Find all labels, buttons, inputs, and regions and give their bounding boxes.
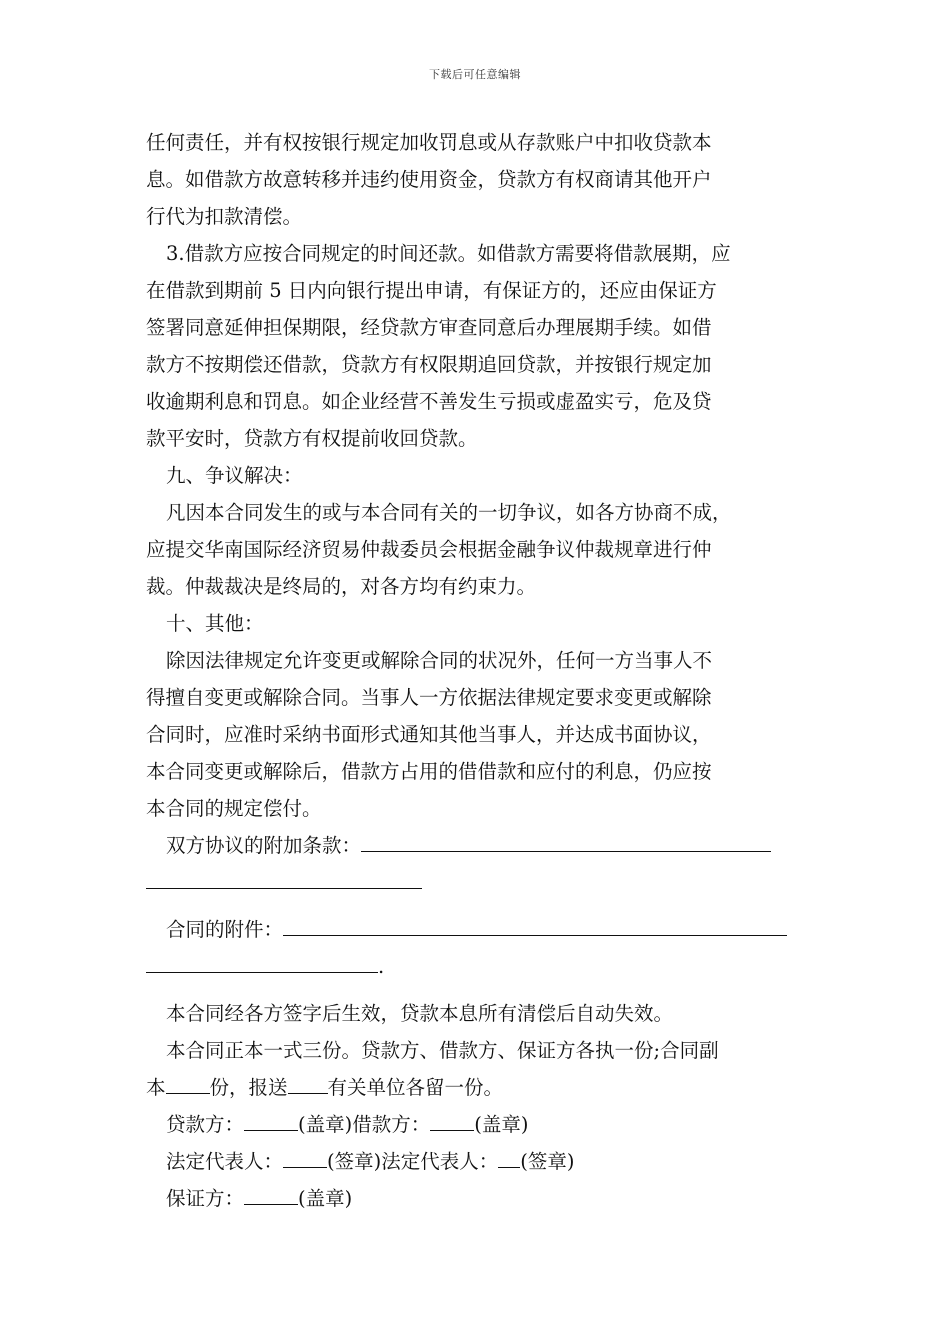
paragraph-line: 本合同的规定偿付。 (146, 797, 322, 820)
attachments-continuation (146, 948, 822, 985)
attachments-blank (283, 915, 787, 936)
copies-count-blank (166, 1073, 210, 1094)
borrower-blank (430, 1110, 474, 1131)
rep2-blank (498, 1147, 520, 1168)
copies-report-blank (288, 1073, 328, 1094)
signature-lender-row (146, 1106, 822, 1143)
paragraph-line: 3.借款方应按合同规定的时间还款。如借款方需要将借款展期，应 (166, 242, 731, 265)
paragraph-line: 签署同意延伸担保期限，经贷款方审查同意后办理展期手续。如借 (146, 316, 712, 339)
attachments-blank-2 (146, 952, 378, 973)
borrower-seal: (盖章) (474, 1113, 529, 1136)
extra-terms-blank (361, 831, 771, 852)
contract-body (146, 124, 822, 1217)
copies-text: 有关单位各留一份。 (327, 1076, 504, 1099)
section-heading-other: 十、其他： (166, 612, 264, 635)
rep1-blank (283, 1147, 327, 1168)
rep1-sign: (签章)法定代表人： (327, 1150, 499, 1173)
paragraph-line: 本合同变更或解除后，借款方占用的借借款和应付的利息，仍应按 (146, 760, 712, 783)
guarantor-blank (244, 1184, 298, 1205)
paragraph-line: 合同时，应准时采纳书面形式通知其他当事人，并达成书面协议， (146, 723, 712, 746)
paragraph-line: 款方不按期偿还借款，贷款方有权限期追回贷款，并按银行规定加 (146, 353, 712, 376)
paragraph-line: 应提交华南国际经济贸易仲裁委员会根据金融争议仲裁规章进行仲 (146, 538, 712, 561)
paragraph-line: 裁。仲裁裁决是终局的，对各方均有约束力。 (146, 575, 537, 598)
copies-clause-line-2 (146, 1069, 822, 1106)
copies-text: 份，报送 (209, 1076, 288, 1099)
extra-terms-blank-2 (146, 868, 422, 889)
paragraph-line: 任何责任，并有权按银行规定加收罚息或从存款账户中扣收贷款本 (146, 131, 712, 154)
attachments-row (146, 911, 822, 948)
rep1-label: 法定代表人： (166, 1150, 284, 1173)
lender-label: 贷款方： (166, 1113, 245, 1136)
paragraph-line: 除因法律规定允许变更或解除合同的状况外，任何一方当事人不 (166, 649, 713, 672)
paragraph-line: 得擅自变更或解除合同。当事人一方依据法律规定要求变更或解除 (146, 686, 712, 709)
extra-terms-row (146, 827, 822, 864)
lender-seal: (盖章)借款方： (298, 1113, 431, 1136)
attachments-label: 合同的附件： (166, 918, 284, 941)
lender-blank (244, 1110, 298, 1131)
guarantor-seal: (盖章) (298, 1187, 353, 1210)
attachments-period: . (378, 955, 385, 978)
guarantor-label: 保证方： (166, 1187, 245, 1210)
copies-clause-line: 本合同正本一式三份。贷款方、借款方、保证方各执一份;合同副 (166, 1039, 719, 1062)
paragraph-line: 凡因本合同发生的或与本合同有关的一切争议，如各方协商不成， (166, 501, 732, 524)
paragraph-line: 在借款到期前 5 日内向银行提出申请，有保证方的，还应由保证方 (146, 279, 717, 302)
paragraph-line: 息。如借款方故意转移并违约使用资金，贷款方有权商请其他开户 (146, 168, 712, 191)
paragraph-line: 行代为扣款清偿。 (146, 205, 303, 228)
rep2-sign: (签章) (520, 1150, 575, 1173)
signature-guarantor-row (146, 1180, 822, 1217)
copies-text: 本 (146, 1076, 166, 1099)
paragraph-line: 款平安时，贷款方有权提前收回贷款。 (146, 427, 478, 450)
effective-clause: 本合同经各方签字后生效，贷款本息所有清偿后自动失效。 (166, 1002, 674, 1025)
extra-terms-continuation (146, 864, 822, 901)
section-heading-dispute: 九、争议解决： (166, 464, 303, 487)
extra-terms-label: 双方协议的附加条款： (166, 834, 362, 857)
page-header: 下载后可任意编辑 (429, 68, 521, 81)
signature-rep-row (146, 1143, 822, 1180)
paragraph-line: 收逾期利息和罚息。如企业经营不善发生亏损或虚盈实亏，危及贷 (146, 390, 712, 413)
